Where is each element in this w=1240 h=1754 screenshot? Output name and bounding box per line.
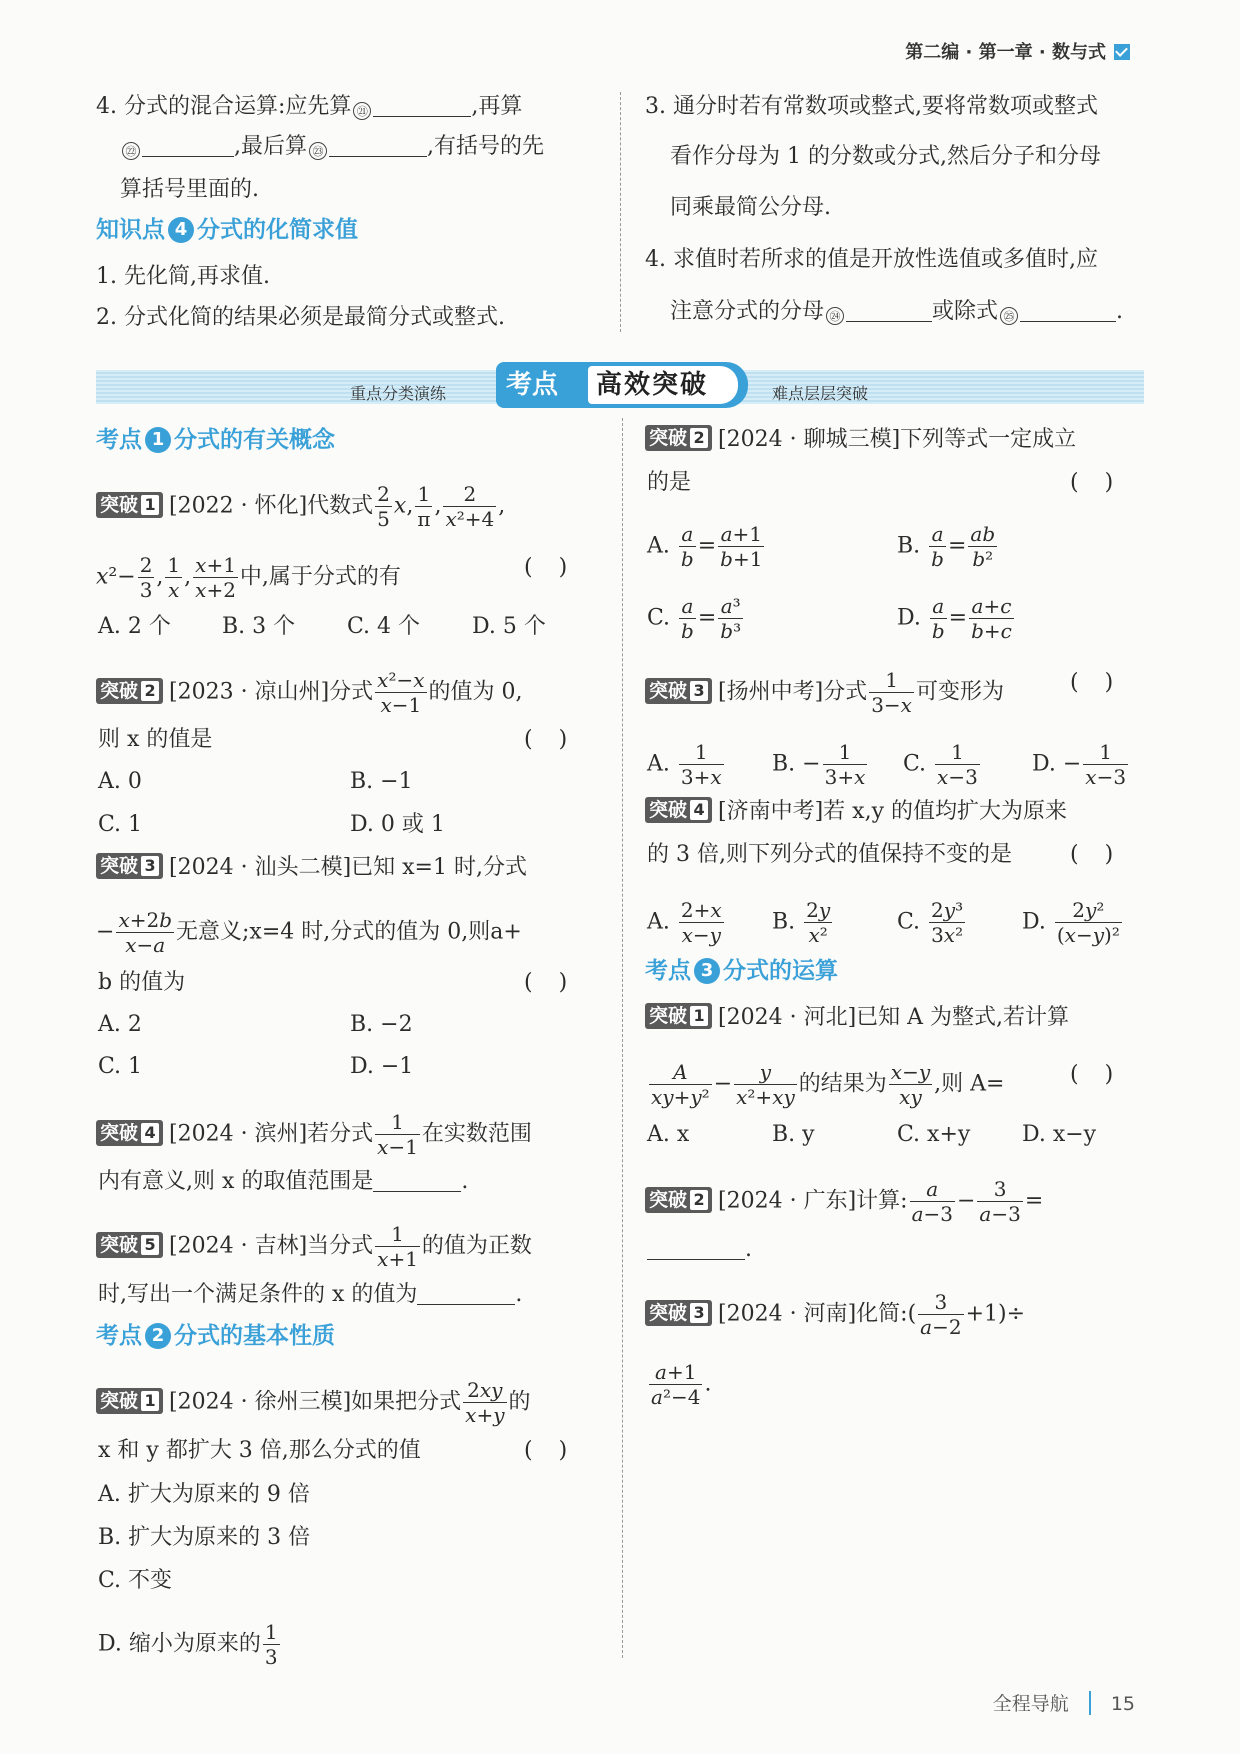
q2-stem: 突破 2 [2023 · 凉山州]分式 $\frac{\text{x²−x}}{x-1}$ 的值为 0, xyxy=(96,668,522,717)
r1-option-d[interactable]: D. x−y xyxy=(1022,1122,1097,1147)
r3-expression: $\frac{a+1}{\text{a²−4}}$ . xyxy=(651,1360,712,1409)
p2-option-c[interactable]: C. $\frac{a}{b}$ = $\frac{\text{a³}}{\text{b³}}$ xyxy=(647,594,742,643)
r1-answer-bracket[interactable]: () xyxy=(1070,1062,1140,1087)
q1-option-c[interactable]: C. 4 个 xyxy=(347,614,421,639)
q1-option-d[interactable]: D. 5 个 xyxy=(472,614,546,639)
q5-stem-2: 时,写出一个满足条件的 x 的值为 . xyxy=(98,1282,523,1307)
item4-line2: ㉒ ,最后算 ㉓ ,有括号的先 xyxy=(120,132,544,162)
p1-option-c[interactable]: C. 不变 xyxy=(98,1568,173,1593)
q1-option-a[interactable]: A. 2 个 xyxy=(98,614,171,639)
p2-answer-bracket[interactable]: () xyxy=(1070,470,1140,495)
q4-stem-2: 内有意义,则 x 的取值范围是 . xyxy=(98,1169,469,1194)
kp4-item2: 2. 分式化简的结果必须是最简分式或整式. xyxy=(96,305,505,330)
r1-stem: 突破 1 [2024 · 河北]已知 A 为整式,若计算 xyxy=(645,1003,1069,1033)
item3-line3: 同乘最简公分母. xyxy=(670,195,831,220)
p3-stem: 突破 3 [扬州中考]分式 $\frac{1}{3-x}$ 可变形为 xyxy=(645,668,1004,717)
q2-option-a[interactable]: A. 0 xyxy=(98,769,142,794)
q3-option-a[interactable]: A. 2 xyxy=(98,1012,142,1037)
item4-line3: 算括号里面的. xyxy=(120,177,259,202)
p2-option-a[interactable]: A. $\frac{a}{b}$ = $\frac{a+1}{b+1}$ xyxy=(647,522,763,571)
p1-option-a[interactable]: A. 扩大为原来的 9 倍 xyxy=(98,1482,310,1507)
p1-stem-2: x 和 y 都扩大 3 倍,那么分式的值 xyxy=(98,1438,421,1463)
p2-option-d[interactable]: D. $\frac{a}{b}$ = $\frac{a+c}{b+c}$ xyxy=(897,594,1012,643)
column-divider-top xyxy=(620,92,621,332)
item4r-line1: 4. 求值时若所求的值是开放性选值或多值时,应 xyxy=(645,247,1098,272)
p1-option-d[interactable]: D. 缩小为原来的 $\frac{1}{3}$ xyxy=(98,1620,278,1669)
p1-option-b[interactable]: B. 扩大为原来的 3 倍 xyxy=(98,1525,311,1550)
q4-stem: 突破 4 [2024 · 滨州]若分式 $\frac{1}{x-1}$ 在实数范围 xyxy=(96,1110,532,1159)
r1-option-c[interactable]: C. x+y xyxy=(897,1122,971,1147)
banner-title-2: 高效突破 xyxy=(596,370,709,400)
banner-right: 难点层层突破 xyxy=(772,384,869,403)
r3-stem: 突破 3 [2024 · 河南]化简:( $\frac{3}{a-2}$ +1)÷ xyxy=(645,1290,1025,1339)
p1-stem: 突破 1 [2024 · 徐州三模]如果把分式 $\frac{2xy}{x+y}$ 的 xyxy=(96,1378,531,1427)
p3-option-c[interactable]: C. $\frac{1}{x-3}$ xyxy=(903,740,978,789)
item4-mixed-ops: 4. 分式的混合运算:应先算 ㉑ ,再算 xyxy=(96,94,523,119)
p3-option-b[interactable]: B. − $\frac{1}{3+x}$ xyxy=(772,740,866,789)
q1-stem-2: x²− $\frac{2}{3}$ , $\frac{1}{x}$ , $\frac{x+1}{x+2}$ 中,属于分式的有 xyxy=(96,553,401,602)
column-divider-main xyxy=(622,418,623,1658)
q1-option-b[interactable]: B. 3 个 xyxy=(222,614,296,639)
banner-title-1: 考点 xyxy=(506,370,559,400)
page-footer xyxy=(993,1689,1135,1716)
item3-line1: 3. 通分时若有常数项或整式,要将常数项或整式 xyxy=(645,94,1098,119)
p3-option-a[interactable]: A. $\frac{1}{3+x}$ xyxy=(647,740,722,789)
q2-option-d[interactable]: D. 0 或 1 xyxy=(350,812,445,837)
q1-stem: 突破 1 [2022 · 怀化]代数式 $\frac{2}{5}$ x, $\frac{1}{\pi}$ , $\frac{2}{\text{x²+4}}$ , xyxy=(96,482,505,531)
p2-option-b[interactable]: B. $\frac{a}{b}$ = $\frac{ab}{\text{b²}}$ xyxy=(897,522,996,571)
p2-stem-2: 的是 xyxy=(647,470,692,495)
r1-option-a[interactable]: A. x xyxy=(647,1122,690,1147)
r2-answer-blank[interactable]: . xyxy=(647,1235,752,1265)
p3-option-d[interactable]: D. − $\frac{1}{x-3}$ xyxy=(1032,740,1127,789)
q3-option-d[interactable]: D. −1 xyxy=(350,1054,414,1079)
p3-answer-bracket[interactable]: () xyxy=(1070,670,1140,695)
q3-stem-2: − $\frac{x+2b}{x-a}$ 无意义;x=4 时,分式的值为 0,则a+ xyxy=(96,908,522,957)
q5-stem: 突破 5 [2024 · 吉林]当分式 $\frac{1}{x+1}$ 的值为正数 xyxy=(96,1222,532,1271)
r2-stem: 突破 2 [2024 · 广东]计算: $\frac{a}{a-3}$ − $\frac{3}{a-3}$ = xyxy=(645,1177,1043,1226)
p4-option-b[interactable]: B. $\frac{2y}{\text{x²}}$ xyxy=(772,898,831,947)
q2-option-c[interactable]: C. 1 xyxy=(98,812,143,837)
p4-option-c[interactable]: C. $\frac{\text{2y³}}{\text{3x²}}$ xyxy=(897,898,964,947)
q2-answer-bracket[interactable]: () xyxy=(524,727,594,752)
p1-answer-bracket[interactable]: () xyxy=(524,1438,594,1463)
p4-answer-bracket[interactable]: () xyxy=(1070,842,1140,867)
item3-line2: 看作分母为 1 的分数或分式,然后分子和分母 xyxy=(670,144,1101,169)
q3-stem-3: b 的值为 xyxy=(98,970,186,995)
p4-stem: 突破 4 [济南中考]若 x,y 的值均扩大为原来 xyxy=(645,797,1067,827)
r1-stem-2: $\frac{A}{\text{xy+y²}}$ − $\frac{y}{\text{x²+xy}}$ 的结果为 $\frac{x-y}{xy}$ ,则 A= xyxy=(651,1060,1005,1109)
banner-left: 重点分类演练 xyxy=(350,384,447,403)
p4-stem-2: 的 3 倍,则下列分式的值保持不变的是 xyxy=(647,842,1012,867)
p4-option-d[interactable]: D. $\frac{\text{2y²}}{\text{(x−y)²}}$ xyxy=(1022,898,1120,947)
page-number: 15 xyxy=(1110,1693,1135,1715)
knowledge-point-4: 知识点 4 分式的化简求值 xyxy=(96,217,358,243)
item4r-line2: 注意分式的分母 ㉔ 或除式 ㉕ . xyxy=(670,299,1124,324)
running-header: 第二编 · 第一章 · 数与式 xyxy=(905,38,1130,64)
q2-option-b[interactable]: B. −1 xyxy=(350,769,413,794)
topic-1-heading: 考点 1 分式的有关概念 xyxy=(96,427,335,453)
check-icon xyxy=(1114,44,1130,60)
p2-stem: 突破 2 [2024 · 聊城三模]下列等式一定成立 xyxy=(645,425,1076,455)
footer-brand: 全程导航 xyxy=(992,1693,1069,1715)
topic-3-heading: 考点 3 分式的运算 xyxy=(645,958,838,984)
q3-stem: 突破 3 [2024 · 汕头二模]已知 x=1 时,分式 xyxy=(96,853,527,883)
q2-stem-2: 则 x 的值是 xyxy=(98,727,213,752)
p4-option-a[interactable]: A. $\frac{2+x}{x-y}$ xyxy=(647,898,722,947)
q3-answer-bracket[interactable]: () xyxy=(524,970,594,995)
q3-option-b[interactable]: B. −2 xyxy=(350,1012,413,1037)
topic-2-heading: 考点 2 分式的基本性质 xyxy=(96,1323,335,1349)
r1-option-b[interactable]: B. y xyxy=(772,1122,815,1147)
q3-option-c[interactable]: C. 1 xyxy=(98,1054,143,1079)
kp4-item1: 1. 先化简,再求值. xyxy=(96,264,270,289)
q1-answer-bracket[interactable]: () xyxy=(524,555,594,580)
